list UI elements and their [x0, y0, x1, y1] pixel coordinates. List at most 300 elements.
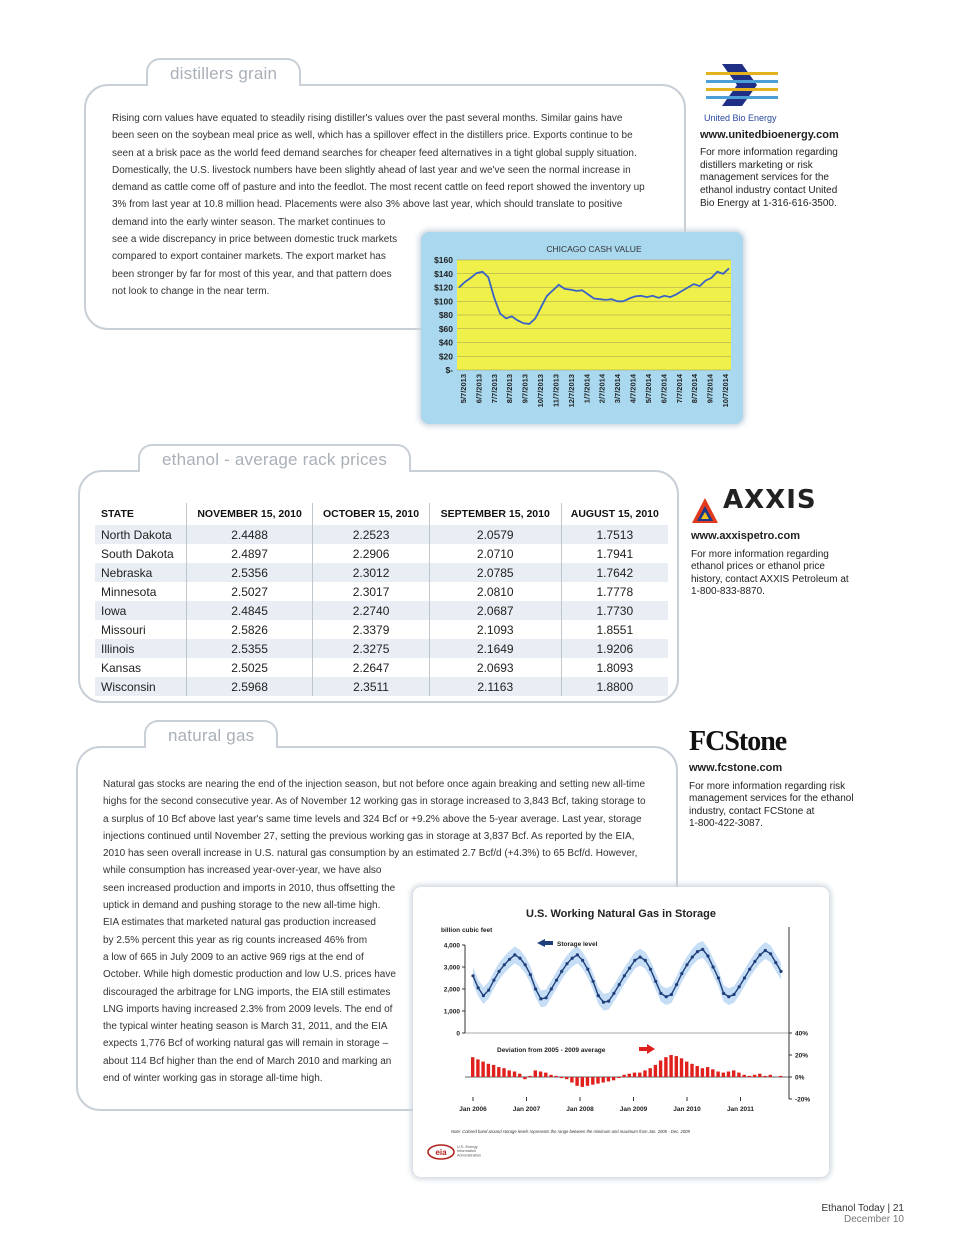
text-line: Rising corn values have equated to steadily rising distiller's values over the past several months. Similar gains have — [112, 113, 623, 124]
deviation-bar — [685, 1062, 688, 1077]
deviation-bar — [763, 1076, 766, 1077]
y-axis-label: billion cubic feet — [441, 927, 493, 934]
x-tick-label: 9/7/2014 — [705, 374, 715, 404]
deviation-bar — [528, 1076, 531, 1077]
deviation-bar — [664, 1057, 667, 1077]
y-tick-label: $160 — [434, 255, 453, 265]
deviation-bar — [570, 1077, 573, 1083]
deviation-bar — [508, 1070, 511, 1077]
deviation-arrow-icon — [639, 1044, 655, 1054]
fcstone-logo: FCStone — [689, 726, 787, 757]
price-cell: 1.8800 — [561, 677, 668, 696]
axxis-info — [691, 549, 871, 599]
footer-issue: December 10 — [843, 1214, 904, 1225]
x-tick-label: Jan 2007 — [512, 1106, 541, 1113]
deviation-bar — [711, 1069, 714, 1077]
price-cell: 2.2906 — [313, 544, 430, 563]
y-tick-label: $80 — [438, 310, 453, 320]
storage-point — [644, 959, 647, 962]
price-cell: 2.1163 — [429, 677, 561, 696]
column-header: AUGUST 15, 2010 — [561, 503, 668, 525]
text-line: Natural gas stocks are nearing the end of the injection season, but not before once again breaking and setting new all-time — [103, 779, 646, 790]
storage-point — [586, 968, 589, 971]
y-tick-label: $100 — [434, 296, 453, 307]
price-cell: 1.7513 — [561, 525, 668, 544]
deviation-bar — [654, 1065, 657, 1077]
storage-point — [659, 992, 662, 995]
axxis-url[interactable]: www.axxispetro.com — [691, 530, 801, 542]
text-line: uptick in demand and pushing storage to the new all-time high. — [103, 900, 381, 912]
x-tick-label: 8/7/2013 — [505, 374, 515, 404]
deviation-bar — [513, 1072, 516, 1078]
chart-title: U.S. Working Natural Gas in Storage — [526, 908, 716, 920]
x-tick-label: 12/7/2013 — [566, 374, 576, 408]
storage-point — [576, 953, 579, 956]
storage-point — [691, 956, 694, 959]
text-line: a surplus of 10 Bcf above last year's same time levels and 324 Bcf or +9.2% above the 5-year average. Last year, storage — [103, 813, 642, 825]
y-tick-label: 2,000 — [443, 986, 460, 994]
deviation-bar — [769, 1075, 772, 1077]
price-cell: 2.2647 — [313, 658, 430, 677]
deviation-bar — [743, 1075, 746, 1077]
storage-point — [701, 948, 704, 951]
storage-point — [477, 986, 480, 989]
y-tick-label: 0 — [456, 1030, 460, 1038]
x-tick-label: 9/7/2013 — [520, 374, 530, 404]
price-cell: 1.8551 — [561, 620, 668, 639]
price-cell: 2.0687 — [429, 601, 561, 620]
x-tick-label: 8/7/2014 — [690, 374, 700, 404]
storage-point — [592, 980, 595, 983]
x-tick-label: 5/7/2014 — [643, 374, 653, 404]
price-cell: 1.7941 — [561, 544, 668, 563]
storage-point — [764, 949, 767, 952]
storage-point — [675, 983, 678, 986]
info-line: industry, contact FCStone at — [689, 805, 815, 817]
deviation-bar — [706, 1067, 709, 1077]
y-tick-label: $120 — [434, 282, 453, 293]
text-line: demand into the early winter season. The market continues to — [112, 216, 386, 228]
right-tick-label: 40% — [795, 1030, 809, 1038]
deviation-bar — [581, 1077, 584, 1087]
deviation-bar — [696, 1066, 699, 1077]
table-row — [95, 563, 668, 582]
deviation-bar — [748, 1076, 751, 1077]
deviation-bar — [675, 1056, 678, 1077]
x-tick-label: Jan 2010 — [673, 1106, 701, 1113]
axxis-logo — [691, 485, 871, 526]
storage-point — [487, 989, 490, 992]
x-tick-label: 5/7/2013 — [459, 374, 468, 404]
text-line: about 114 Bcf higher than the end of March 2010 and marking an — [103, 1055, 392, 1067]
deviation-bar — [565, 1077, 568, 1079]
price-cell: 1.7778 — [561, 582, 668, 601]
storage-point — [743, 976, 746, 979]
table-row — [95, 544, 668, 563]
price-cell: 2.2740 — [313, 601, 430, 620]
column-header: OCTOBER 15, 2010 — [313, 503, 430, 525]
legend-storage: Storage level — [557, 941, 598, 948]
text-line: seen at a brisk pace as the world feed demand searches for cheaper feed alternatives in a tight global supply situation. — [112, 147, 637, 159]
price-cell: 2.3012 — [313, 563, 430, 582]
deviation-bar — [555, 1076, 558, 1077]
storage-point — [774, 961, 777, 964]
deviation-bar — [628, 1074, 631, 1077]
chart-note: Note: Colored band around storage levels represents the range between the minimum and maximum from Jan. 2005 - Dec. 2009 — [451, 1129, 690, 1134]
x-tick-label: 6/7/2014 — [659, 374, 669, 404]
deviation-bar — [649, 1068, 652, 1077]
price-cell: 2.0810 — [429, 582, 561, 601]
text-line: been stronger by far for most of this year, and that pattern does — [112, 268, 392, 280]
storage-point — [722, 992, 725, 995]
storage-point — [534, 987, 537, 990]
deviation-bar — [607, 1077, 610, 1081]
storage-point — [706, 954, 709, 957]
storage-point — [550, 987, 553, 990]
info-line: ethanol prices or ethanol price — [691, 561, 825, 573]
deviation-bar — [669, 1055, 672, 1077]
deviation-bar — [481, 1062, 484, 1077]
price-cell: 1.8093 — [561, 658, 668, 677]
info-line: history, contact AXXIS Petroleum at — [691, 573, 849, 585]
info-line: For more information regarding risk — [689, 780, 846, 792]
ube-url[interactable]: www.unitedbioenergy.com — [700, 128, 839, 141]
storage-point — [753, 960, 756, 963]
deviation-bar — [586, 1077, 589, 1086]
y-tick-label: 1,000 — [443, 1008, 460, 1016]
y-tick-label: $140 — [434, 268, 453, 279]
storage-point — [727, 995, 730, 998]
info-line: 1-800-422-3087. — [689, 818, 763, 830]
deviation-bar — [476, 1059, 479, 1077]
price-cell: 2.4845 — [186, 601, 312, 620]
table-row — [95, 620, 668, 639]
ube-chevron-icon — [722, 64, 757, 106]
info-line: management services for the ethanol — [689, 793, 854, 805]
storage-point — [498, 970, 501, 973]
price-cell: 1.9206 — [561, 639, 668, 658]
storage-point — [779, 970, 782, 973]
storage-point — [513, 953, 516, 956]
price-cell: 2.2523 — [313, 525, 430, 544]
text-line: discouraged the arbitrage for LNG imports, the EIA still estimates — [103, 986, 391, 998]
text-line: a low of 665 in July 2009 to an active 969 rigs at the end of — [103, 951, 364, 963]
state-cell: Kansas — [101, 660, 142, 675]
deviation-bar — [602, 1077, 605, 1083]
storage-point — [529, 973, 532, 976]
text-line: not look to change in the near term. — [112, 285, 270, 297]
ethanol-tab: ethanol - average rack prices — [138, 444, 411, 472]
eia-logo-text: eia — [435, 1148, 447, 1157]
deviation-bar — [727, 1072, 730, 1078]
x-tick-label: Jan 2006 — [459, 1106, 487, 1113]
price-cell: 2.0785 — [429, 563, 561, 582]
text-line: Domestically, the U.S. livestock numbers have been slightly ahead of last year and we've seen the normal increase in — [112, 164, 631, 176]
table-row — [95, 677, 668, 696]
deviation-bar — [633, 1073, 636, 1077]
text-line: by 2.5% percent this year as rig counts increased 46% from — [103, 934, 368, 946]
axxis-mark-icon — [691, 497, 719, 525]
storage-point — [555, 979, 558, 982]
storage-point — [560, 970, 563, 973]
deviation-bar — [523, 1077, 526, 1079]
price-cell: 2.1093 — [429, 620, 561, 639]
storage-point — [492, 979, 495, 982]
state-cell: Minnesota — [101, 584, 157, 599]
price-cell: 2.1649 — [429, 639, 561, 658]
natgas-storage-chart — [413, 887, 829, 1177]
text-line: see a wide discrepancy in price between domestic truck markets — [112, 234, 398, 246]
price-cell: 2.5027 — [186, 582, 312, 601]
deviation-bar — [753, 1075, 756, 1077]
ube-logo-text: United Bio Energy — [704, 113, 777, 123]
axxis-logo-text: AXXIS — [723, 485, 817, 515]
info-line: 1-800-833-8870. — [691, 586, 765, 598]
deviation-bar — [492, 1065, 495, 1077]
axxis-sidebar — [691, 485, 871, 599]
storage-point — [612, 992, 615, 995]
footer-publication: Ethanol Today | 21 — [821, 1203, 904, 1214]
deviation-bar — [518, 1074, 521, 1077]
storage-point — [748, 968, 751, 971]
table-row — [95, 601, 668, 620]
page-footer — [822, 1203, 904, 1225]
storage-point — [607, 1000, 610, 1003]
deviation-bar — [701, 1068, 704, 1077]
text-line: been seen on the soybean meal price as well, which has a spillover effect in the distillers price. Exports continue to be — [112, 130, 633, 142]
storage-point — [628, 967, 631, 970]
storage-point — [759, 953, 762, 956]
chicago-chart-card — [421, 232, 743, 424]
price-cell: 2.0579 — [429, 525, 561, 544]
x-tick-label: 7/7/2014 — [674, 374, 684, 404]
deviation-bar — [596, 1077, 599, 1084]
chicago-cash-value-chart — [421, 232, 743, 424]
state-cell: North Dakota — [95, 525, 186, 544]
text-line: while consumption has increased year-over-year, we have also — [103, 865, 382, 877]
x-tick-label: 1/7/2014 — [582, 374, 592, 404]
rack-table-header — [95, 503, 668, 525]
price-cell: 2.5356 — [186, 563, 312, 582]
range-band — [473, 941, 781, 1011]
x-tick-label: 7/7/2013 — [489, 374, 499, 404]
storage-point — [685, 963, 688, 966]
storage-point — [571, 957, 574, 960]
deviation-bar — [722, 1073, 725, 1077]
deviation-bar — [737, 1073, 740, 1077]
storage-point — [482, 994, 485, 997]
x-tick-label: 4/7/2014 — [628, 374, 638, 404]
deviation-bar — [617, 1077, 620, 1078]
text-line: injections continued until November 27, setting the previous working gas in storage at 3,837 Bcf. As reported by the EIA, — [103, 830, 635, 842]
text-line: compared to export container markets. The export market has — [112, 251, 386, 263]
text-line: demand as cattle come off of pasture and into the feedlot. The most recent cattle on feed report showed the inventory up — [112, 182, 645, 194]
deviation-bar — [758, 1074, 761, 1077]
x-tick-label: 11/7/2013 — [551, 374, 561, 407]
storage-point — [471, 974, 474, 977]
table-row — [95, 582, 668, 601]
info-line: distillers marketing or risk — [700, 159, 813, 171]
y-tick-label: 4,000 — [443, 942, 460, 950]
state-cell: Wisconsin — [95, 677, 186, 696]
deviation-bar — [591, 1077, 594, 1085]
deviation-bar — [622, 1075, 625, 1077]
price-cell: 2.4897 — [186, 544, 312, 563]
price-cell: 2.5355 — [186, 639, 312, 658]
chart-title: CHICAGO CASH VALUE — [546, 244, 642, 254]
storage-point — [508, 958, 511, 961]
deviation-bar — [690, 1064, 693, 1077]
deviation-bar — [716, 1072, 719, 1078]
text-line: 3% from last year at 10.8 million head. Placements were also 3% above last year, which should translate to positive — [112, 199, 623, 211]
price-cell: 2.3017 — [313, 582, 430, 601]
storage-point — [618, 983, 621, 986]
deviation-bar — [502, 1068, 505, 1077]
deviation-bar — [680, 1058, 683, 1077]
y-tick-label: $20 — [438, 351, 453, 362]
x-tick-label: Jan 2011 — [726, 1106, 755, 1113]
text-line: 2010 has seen overall increase in U.S. natural gas consumption by an estimated 2.7 Bcf/d (+4.3%) to 65 Bcf/d. However, — [103, 848, 638, 860]
y-tick-label: $40 — [438, 337, 453, 348]
storage-point — [545, 996, 548, 999]
x-tick-label: 6/7/2013 — [474, 374, 484, 404]
price-cell: 1.7730 — [561, 601, 668, 620]
deviation-bar — [534, 1070, 537, 1077]
ube-sidebar — [700, 60, 870, 210]
legend-deviation: Deviation from 2005 - 2009 average — [497, 1047, 606, 1054]
deviation-bar — [612, 1077, 615, 1080]
right-tick-label: 20% — [795, 1052, 809, 1060]
eia-source-text: Administration — [457, 1153, 482, 1158]
ube-info — [700, 147, 870, 210]
info-line: ethanol industry contact United — [700, 184, 838, 196]
deviation-bar — [549, 1075, 552, 1077]
storage-point — [503, 963, 506, 966]
x-tick-label: 3/7/2014 — [613, 374, 623, 404]
storage-point — [639, 956, 642, 959]
fcstone-sidebar — [689, 728, 879, 831]
deviation-bar — [544, 1073, 547, 1077]
storage-point — [649, 968, 652, 971]
eia-source-text: Information — [457, 1149, 476, 1154]
text-line: expects 1,776 Bcf of working natural gas will remain in storage – — [103, 1038, 389, 1050]
storage-point — [769, 952, 772, 955]
text-line: highs for the second consecutive year. As of November 12 working gas in storage increased to 3,843 Bcf, taking storage to — [103, 796, 646, 808]
natgas-tab: natural gas — [144, 720, 278, 748]
storage-point — [524, 963, 527, 966]
price-cell: 2.0693 — [429, 658, 561, 677]
storage-point — [665, 995, 668, 998]
rack-price-table — [95, 503, 668, 696]
price-cell: 2.3511 — [313, 677, 430, 696]
price-cell: 2.5968 — [186, 677, 312, 696]
state-cell: South Dakota — [101, 546, 174, 561]
storage-point — [539, 997, 542, 1000]
column-header: NOVEMBER 15, 2010 — [186, 503, 312, 525]
natgas-chart-card — [413, 887, 829, 1177]
storage-point — [680, 972, 683, 975]
column-header: SEPTEMBER 15, 2010 — [429, 503, 561, 525]
deviation-bar — [732, 1070, 735, 1077]
storage-point — [602, 1001, 605, 1004]
price-cell: 2.3275 — [313, 639, 430, 658]
x-tick-label: Jan 2009 — [619, 1106, 648, 1113]
deviation-bar — [560, 1077, 563, 1078]
state-cell: Nebraska — [95, 563, 186, 582]
state-cell: Missouri — [101, 622, 146, 637]
table-row — [95, 525, 668, 544]
ube-logo — [702, 60, 782, 110]
y-tick-label: $- — [445, 365, 453, 375]
storage-point — [654, 980, 657, 983]
text-line: end of winter working gas in storage all-time high. — [103, 1073, 323, 1085]
x-tick-label: 10/7/2013 — [536, 374, 546, 408]
text-line: EIA estimates that marketed natural gas production increased — [103, 917, 376, 929]
deviation-bar — [779, 1076, 782, 1077]
storage-point — [670, 993, 673, 996]
x-tick-label: 2/7/2014 — [597, 374, 607, 404]
price-cell: 2.0710 — [429, 544, 561, 563]
storage-point — [518, 957, 521, 960]
storage-point — [597, 994, 600, 997]
column-header: STATE — [101, 508, 134, 520]
info-line: Bio Energy at 1-316-616-3500. — [700, 197, 837, 209]
text-line: seen increased production and imports in 2010, thus offsetting the — [103, 882, 396, 894]
price-cell: 2.4488 — [186, 525, 312, 544]
deviation-bar — [575, 1077, 578, 1086]
storage-point — [732, 993, 735, 996]
distillers-tab: distillers grain — [146, 58, 301, 86]
y-tick-label: 3,000 — [443, 964, 460, 972]
text-line: October. While high domestic production and low U.S. prices have — [103, 969, 396, 981]
deviation-bar — [487, 1064, 490, 1077]
storage-point — [738, 985, 741, 988]
deviation-bar — [638, 1073, 641, 1077]
storage-point — [712, 965, 715, 968]
price-cell: 2.5025 — [186, 658, 312, 677]
price-cell: 1.7642 — [561, 563, 668, 582]
info-line: For more information regarding — [691, 548, 829, 560]
fcstone-url[interactable]: www.fcstone.com — [689, 762, 783, 774]
table-row — [95, 658, 668, 677]
state-cell: Iowa — [95, 601, 186, 620]
table-row — [95, 639, 668, 658]
price-cell: 2.3379 — [313, 620, 430, 639]
storage-point — [565, 962, 568, 965]
state-cell: Illinois — [95, 639, 186, 658]
deviation-bar — [643, 1070, 646, 1077]
deviation-bar — [659, 1061, 662, 1078]
deviation-bar — [539, 1072, 542, 1078]
x-tick-label: 10/7/2014 — [721, 374, 730, 408]
text-line: LNG imports having increased 2.3% from 2009 levels. The end of — [103, 1003, 393, 1015]
storage-point — [633, 959, 636, 962]
fcstone-info — [689, 781, 879, 831]
text-line: the typical winter heating season is March 31, 2011, and the EIA — [103, 1021, 388, 1033]
x-tick-label: Jan 2008 — [566, 1106, 594, 1113]
storage-point — [717, 976, 720, 979]
right-tick-label: 0% — [795, 1074, 805, 1082]
storage-point — [581, 959, 584, 962]
eia-source-text: U.S. Energy — [457, 1145, 478, 1149]
price-cell: 2.5826 — [186, 620, 312, 639]
storage-point — [696, 950, 699, 953]
right-tick-label: -20% — [795, 1096, 811, 1104]
deviation-bar — [497, 1067, 500, 1077]
info-line: For more information regarding — [700, 147, 838, 159]
info-line: management services for the — [700, 172, 829, 184]
y-tick-label: $60 — [438, 323, 453, 334]
